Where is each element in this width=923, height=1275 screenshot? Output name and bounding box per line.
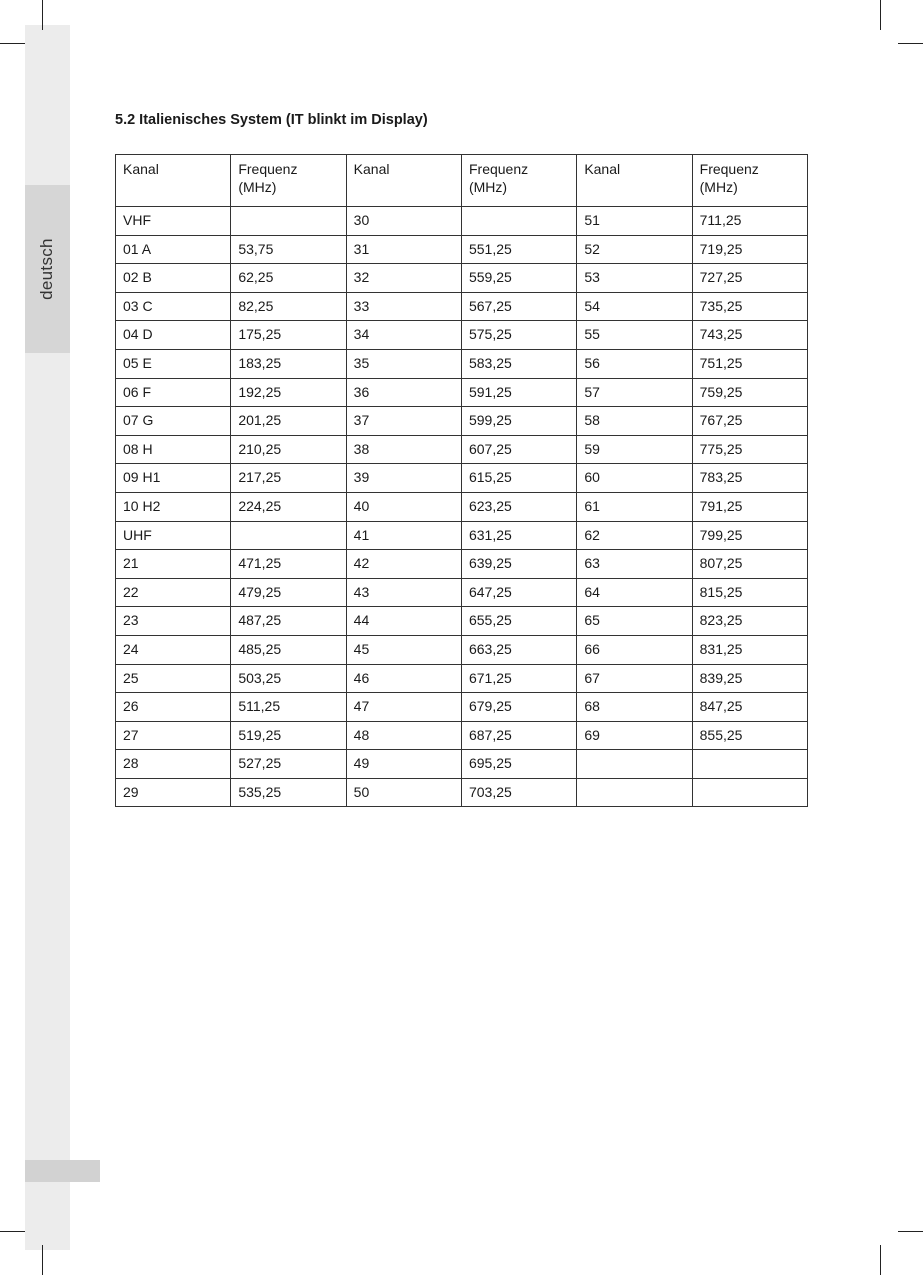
frequenz-cell: 775,25 <box>692 435 807 464</box>
frequenz-cell: 487,25 <box>231 607 346 636</box>
kanal-cell: 69 <box>577 721 692 750</box>
table-row <box>116 378 808 407</box>
frequenz-cell: 224,25 <box>231 492 346 521</box>
kanal-cell: 38 <box>346 435 461 464</box>
table-row <box>116 607 808 636</box>
kanal-cell: 62 <box>577 521 692 550</box>
table-row <box>116 464 808 493</box>
kanal-cell: 31 <box>346 235 461 264</box>
kanal-cell: 56 <box>577 349 692 378</box>
frequenz-cell: 759,25 <box>692 378 807 407</box>
kanal-cell: 45 <box>346 635 461 664</box>
crop-mark <box>42 1245 43 1275</box>
kanal-cell: UHF <box>116 521 231 550</box>
kanal-cell: 54 <box>577 292 692 321</box>
frequenz-cell <box>461 207 576 236</box>
language-tab-label: deutsch <box>37 238 56 300</box>
kanal-cell: 26 <box>116 693 231 722</box>
kanal-cell: 08 H <box>116 435 231 464</box>
header-frequenz: Frequenz (MHz) <box>692 155 807 207</box>
kanal-cell: 25 <box>116 664 231 693</box>
frequenz-cell: 703,25 <box>461 778 576 807</box>
kanal-cell: 66 <box>577 635 692 664</box>
kanal-cell: 05 E <box>116 349 231 378</box>
table-row <box>116 235 808 264</box>
frequenz-cell: 711,25 <box>692 207 807 236</box>
kanal-cell: 55 <box>577 321 692 350</box>
table-row <box>116 521 808 550</box>
table-row <box>116 264 808 293</box>
kanal-cell: 28 <box>116 750 231 779</box>
frequenz-cell: 679,25 <box>461 693 576 722</box>
kanal-cell: 59 <box>577 435 692 464</box>
table-row <box>116 207 808 236</box>
crop-mark <box>880 1245 881 1275</box>
frequenz-cell: 623,25 <box>461 492 576 521</box>
kanal-cell: 67 <box>577 664 692 693</box>
kanal-cell: 24 <box>116 635 231 664</box>
kanal-cell: 47 <box>346 693 461 722</box>
frequenz-cell: 735,25 <box>692 292 807 321</box>
kanal-cell: 39 <box>346 464 461 493</box>
frequenz-cell: 647,25 <box>461 578 576 607</box>
kanal-cell: 43 <box>346 578 461 607</box>
frequenz-cell: 823,25 <box>692 607 807 636</box>
frequenz-cell: 839,25 <box>692 664 807 693</box>
kanal-cell: 07 G <box>116 407 231 436</box>
frequenz-cell: 615,25 <box>461 464 576 493</box>
frequenz-cell: 671,25 <box>461 664 576 693</box>
frequenz-cell: 655,25 <box>461 607 576 636</box>
frequenz-cell: 663,25 <box>461 635 576 664</box>
table-row <box>116 407 808 436</box>
kanal-cell: 60 <box>577 464 692 493</box>
frequenz-cell <box>692 778 807 807</box>
frequenz-cell: 210,25 <box>231 435 346 464</box>
kanal-cell: 44 <box>346 607 461 636</box>
kanal-cell: 04 D <box>116 321 231 350</box>
crop-mark <box>898 1231 923 1232</box>
kanal-cell: 50 <box>346 778 461 807</box>
kanal-cell: 52 <box>577 235 692 264</box>
frequenz-cell: 727,25 <box>692 264 807 293</box>
frequenz-cell: 62,25 <box>231 264 346 293</box>
kanal-cell: 46 <box>346 664 461 693</box>
kanal-cell: VHF <box>116 207 231 236</box>
frequenz-cell: 479,25 <box>231 578 346 607</box>
kanal-cell: 63 <box>577 550 692 579</box>
kanal-cell: 27 <box>116 721 231 750</box>
table-row <box>116 321 808 350</box>
kanal-cell: 35 <box>346 349 461 378</box>
page-footer-block <box>25 1160 100 1182</box>
table-row <box>116 635 808 664</box>
kanal-cell: 23 <box>116 607 231 636</box>
frequenz-cell: 201,25 <box>231 407 346 436</box>
frequenz-cell: 535,25 <box>231 778 346 807</box>
kanal-cell: 48 <box>346 721 461 750</box>
header-frequenz: Frequenz (MHz) <box>461 155 576 207</box>
kanal-cell <box>577 750 692 779</box>
frequenz-cell: 551,25 <box>461 235 576 264</box>
frequenz-cell: 183,25 <box>231 349 346 378</box>
header-kanal: Kanal <box>116 155 231 207</box>
frequenz-cell: 599,25 <box>461 407 576 436</box>
kanal-cell: 36 <box>346 378 461 407</box>
kanal-cell: 33 <box>346 292 461 321</box>
kanal-cell: 21 <box>116 550 231 579</box>
kanal-cell: 22 <box>116 578 231 607</box>
frequenz-cell: 591,25 <box>461 378 576 407</box>
table-row <box>116 435 808 464</box>
kanal-cell: 32 <box>346 264 461 293</box>
kanal-cell: 65 <box>577 607 692 636</box>
frequenz-cell: 175,25 <box>231 321 346 350</box>
frequenz-cell: 567,25 <box>461 292 576 321</box>
kanal-cell: 57 <box>577 378 692 407</box>
frequenz-cell: 485,25 <box>231 635 346 664</box>
table-row <box>116 721 808 750</box>
frequenz-cell: 639,25 <box>461 550 576 579</box>
table-row <box>116 578 808 607</box>
kanal-cell: 40 <box>346 492 461 521</box>
kanal-cell: 61 <box>577 492 692 521</box>
crop-mark <box>42 0 43 30</box>
crop-mark <box>898 43 923 44</box>
table-row <box>116 664 808 693</box>
frequenz-cell: 695,25 <box>461 750 576 779</box>
section-title: 5.2 Italienisches System (IT blinkt im Display) <box>115 112 428 128</box>
frequenz-cell: 217,25 <box>231 464 346 493</box>
frequenz-cell: 807,25 <box>692 550 807 579</box>
kanal-cell: 51 <box>577 207 692 236</box>
frequenz-cell: 791,25 <box>692 492 807 521</box>
kanal-cell: 29 <box>116 778 231 807</box>
table-row <box>116 693 808 722</box>
frequenz-cell: 511,25 <box>231 693 346 722</box>
frequenz-cell: 767,25 <box>692 407 807 436</box>
crop-mark <box>0 43 25 44</box>
frequenz-cell <box>231 207 346 236</box>
frequenz-cell: 719,25 <box>692 235 807 264</box>
frequenz-cell: 815,25 <box>692 578 807 607</box>
frequenz-cell: 471,25 <box>231 550 346 579</box>
table-row <box>116 492 808 521</box>
frequenz-cell <box>692 750 807 779</box>
kanal-cell: 02 B <box>116 264 231 293</box>
table-row <box>116 778 808 807</box>
header-kanal: Kanal <box>577 155 692 207</box>
crop-mark <box>0 1231 25 1232</box>
crop-mark <box>880 0 881 30</box>
frequenz-cell: 687,25 <box>461 721 576 750</box>
frequenz-cell: 527,25 <box>231 750 346 779</box>
frequenz-cell: 583,25 <box>461 349 576 378</box>
frequenz-cell: 631,25 <box>461 521 576 550</box>
header-frequenz: Frequenz (MHz) <box>231 155 346 207</box>
kanal-cell: 01 A <box>116 235 231 264</box>
kanal-cell: 09 H1 <box>116 464 231 493</box>
table-header-row <box>116 155 808 207</box>
kanal-cell: 53 <box>577 264 692 293</box>
frequenz-cell: 783,25 <box>692 464 807 493</box>
kanal-cell: 03 C <box>116 292 231 321</box>
kanal-cell: 49 <box>346 750 461 779</box>
kanal-cell: 42 <box>346 550 461 579</box>
frequenz-cell: 192,25 <box>231 378 346 407</box>
kanal-cell: 58 <box>577 407 692 436</box>
frequenz-cell: 82,25 <box>231 292 346 321</box>
table-row <box>116 292 808 321</box>
kanal-cell <box>577 778 692 807</box>
frequenz-cell: 743,25 <box>692 321 807 350</box>
table-row <box>116 750 808 779</box>
kanal-cell: 68 <box>577 693 692 722</box>
frequenz-cell: 53,75 <box>231 235 346 264</box>
header-kanal: Kanal <box>346 155 461 207</box>
table-row <box>116 349 808 378</box>
frequenz-cell: 503,25 <box>231 664 346 693</box>
frequenz-cell: 607,25 <box>461 435 576 464</box>
frequenz-cell: 855,25 <box>692 721 807 750</box>
channel-frequency-table <box>115 154 808 807</box>
kanal-cell: 37 <box>346 407 461 436</box>
kanal-cell: 41 <box>346 521 461 550</box>
frequenz-cell: 519,25 <box>231 721 346 750</box>
frequenz-cell: 831,25 <box>692 635 807 664</box>
frequenz-cell <box>231 521 346 550</box>
frequenz-cell: 575,25 <box>461 321 576 350</box>
kanal-cell: 34 <box>346 321 461 350</box>
kanal-cell: 10 H2 <box>116 492 231 521</box>
frequenz-cell: 847,25 <box>692 693 807 722</box>
frequenz-cell: 799,25 <box>692 521 807 550</box>
kanal-cell: 06 F <box>116 378 231 407</box>
kanal-cell: 64 <box>577 578 692 607</box>
frequenz-cell: 559,25 <box>461 264 576 293</box>
table-row <box>116 550 808 579</box>
frequenz-cell: 751,25 <box>692 349 807 378</box>
kanal-cell: 30 <box>346 207 461 236</box>
